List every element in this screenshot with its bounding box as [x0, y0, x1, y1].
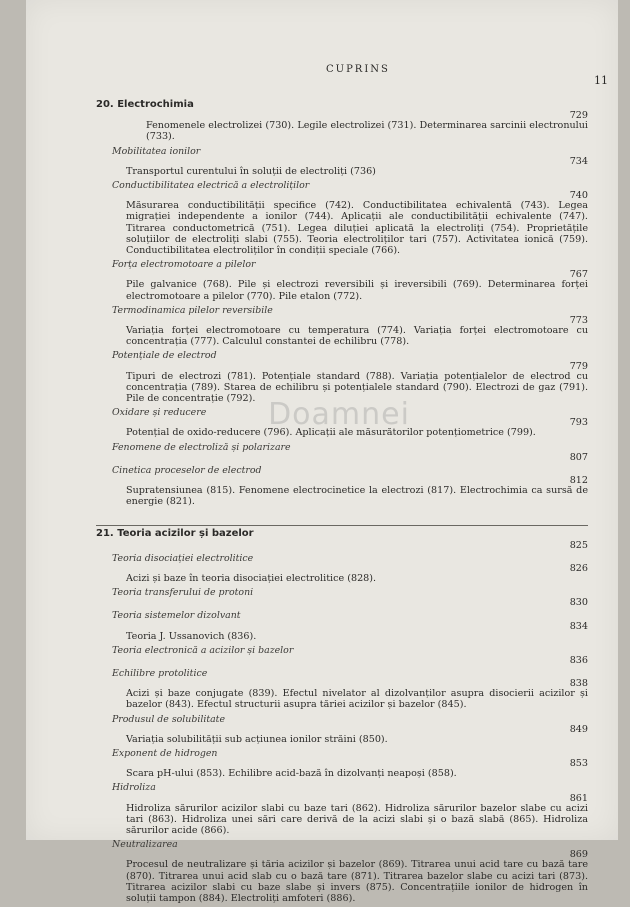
entry-page: 734 — [569, 155, 588, 167]
entry-text: Hidroliza sărurilor acizilor slabi cu baze tari (862). Hidroliza sărurilor bazelor slabe cu acizi tari (863). Hidroliza unei sări care derivă de la acizi slabi și o bază slabă (865). Hidroliza sărurilor acide (866). — [126, 802, 588, 836]
entry-text: Supratensiunea (815). Fenomene electrocinetice la electrozi (817). Electrochimia ca sursă de energie (821). — [126, 485, 588, 508]
watermark-logo: Doamnei — [268, 397, 410, 432]
section-title: Cinetica proceselor de electrod — [112, 464, 262, 476]
entry-page: 767 — [569, 269, 588, 281]
entry-page: 812 — [569, 475, 588, 487]
entry-page: 807 — [569, 451, 588, 463]
section-title: Potențiale de electrod — [112, 350, 217, 362]
entry-page: 853 — [569, 758, 588, 770]
section-title: Teoria sistemelor dizolvant — [112, 610, 241, 622]
section-title: Teoria disociației electrolitice — [112, 552, 254, 564]
toc-entry — [96, 180, 588, 256]
toc-entry — [96, 587, 588, 607]
entry-page: 869 — [569, 849, 588, 861]
section-title: Oxidare și reducere — [112, 407, 207, 419]
page-number: 11 — [594, 74, 608, 87]
toc-entry — [96, 748, 588, 779]
section-title: Mobilitatea ionilor — [112, 145, 201, 157]
entry-page: 838 — [569, 678, 588, 690]
toc-entry — [96, 442, 588, 462]
entry-page: 773 — [569, 315, 588, 327]
chapter-21-intro — [96, 541, 588, 550]
book-page — [26, 0, 618, 904]
entry-page: 825 — [569, 539, 588, 551]
entry-page: 779 — [569, 360, 588, 372]
section-title: Fenomene de electroliză și polarizare — [112, 441, 291, 453]
running-header: CUPRINS — [326, 64, 390, 75]
section-title: Teoria electronică a acizilor și bazelor — [112, 644, 294, 656]
toc-entry — [96, 839, 588, 904]
section-title: Neutralizarea — [112, 839, 178, 851]
entry-text: Variația forței electromotoare cu temperatura (774). Variația forței electromotoare cu concentrația (777). Calculul constantei de echilibru (778). — [126, 325, 588, 348]
chapter-20-intro — [96, 111, 588, 142]
section-title: Hidroliza — [112, 782, 156, 794]
entry-text: Măsurarea conductibilității specifice (742). Conductibilitatea echivalentă (743). Legea migrației independente a ionilor (744). Aplicații ale conductibilității echivalente (747). Titrarea conductometrică (751). Legea diluției aplicată la electroliți (754). Proprietățile soluțiilor de electroliți slabi (755). Teoria electroliților tari (757). Activitatea ionică (759). Conductibilitatea electroliților în condiții speciale (766). — [126, 200, 588, 257]
entry-page: 849 — [569, 723, 588, 735]
entry-text: Fenomenele electrolizei (730). Legile electrolizei (731). Determinarea sarcinii electronului (733). — [146, 120, 588, 143]
entry-text: Variația solubilității sub acțiunea ionilor străini (850). — [126, 733, 388, 745]
toc-entry — [96, 645, 588, 665]
entry-page: 830 — [569, 597, 588, 609]
entry-page: 861 — [569, 792, 588, 804]
entry-text: Acizi și baze conjugate (839). Efectul nivelator al dizolvanților asupra disocierii acizilor și bazelor (843). Efectul structurii asupra tăriei acizilor și bazelor (845). — [126, 688, 588, 711]
section-title: Echilibre protolitice — [112, 667, 208, 679]
entry-text: Transportul curentului în soluții de electroliți (736) — [126, 165, 376, 177]
toc-entry — [96, 668, 588, 711]
toc-entry — [96, 259, 588, 302]
toc-entry — [96, 407, 588, 438]
entry-text: Pile galvanice (768). Pile și electrozi reversibili și ireversibili (769). Determinarea forței electromotoare a pilelor (770). Pile etalon (772). — [126, 279, 588, 302]
toc-entry — [96, 146, 588, 177]
chapter-20-title: 20. Electrochimia — [96, 99, 194, 110]
entry-text: Scara pH-ului (853). Echilibre acid-bază în dizolvanți neapoși (858). — [126, 768, 457, 780]
entry-text: Potențial de oxido-reducere (796). Aplicații ale măsurătorilor potențiometrice (799). — [126, 427, 536, 439]
section-title: Conductibilitatea electrică a electroliților — [112, 180, 310, 192]
entry-text: Acizi și baze în teoria disociației electrolitice (828). — [126, 572, 377, 584]
entry-page: 793 — [569, 417, 588, 429]
entry-page: 836 — [569, 654, 588, 666]
section-title: Exponent de hidrogen — [112, 747, 218, 759]
entry-page: 740 — [569, 190, 588, 202]
section-title: Produsul de solubilitate — [112, 713, 225, 725]
chapter-21-entries — [96, 553, 588, 904]
chapter-20-entries — [96, 146, 588, 508]
toc-entry — [96, 465, 588, 508]
entry-text: Procesul de neutralizare și tăria acizilor și bazelor (869). Titrarea unui acid tare cu bază tare (870). Titrarea unui acid slab cu o bază tare (871). Titrarea bazelor slabe cu acizi tari (873). Titrarea acizilor slabi cu baze slabe și invers (875). Concentrațiile ionilor de hidrogen în soluții tampon (884). Electroliți amfoteri (886). — [126, 859, 588, 904]
entry-page: 729 — [569, 110, 588, 122]
toc-entry — [96, 553, 588, 584]
chapter-21-title: 21. Teoria acizilor și bazelor — [96, 525, 588, 539]
toc-entry — [96, 782, 588, 836]
section-title: Forța electromotoare a pilelor — [112, 259, 256, 271]
table-of-contents — [96, 93, 588, 907]
toc-entry — [96, 305, 588, 348]
toc-entry — [96, 714, 588, 745]
entry-text: Tipuri de electrozi (781). Potențiale standard (788). Variația potențialelor de electrod cu concentrația (789). Starea de echilibru și potențialele standard (790). Electrozi de gaz (791). Pile de concentrație (792). — [126, 370, 588, 405]
toc-entry — [96, 350, 588, 404]
toc-entry — [96, 610, 588, 641]
entry-text: Teoria J. Ussanovich (836). — [126, 630, 257, 642]
entry-page: 834 — [569, 620, 588, 632]
section-title: Termodinamica pilelor reversibile — [112, 304, 273, 316]
entry-page: 826 — [569, 562, 588, 574]
section-title: Teoria transferului de protoni — [112, 587, 254, 599]
